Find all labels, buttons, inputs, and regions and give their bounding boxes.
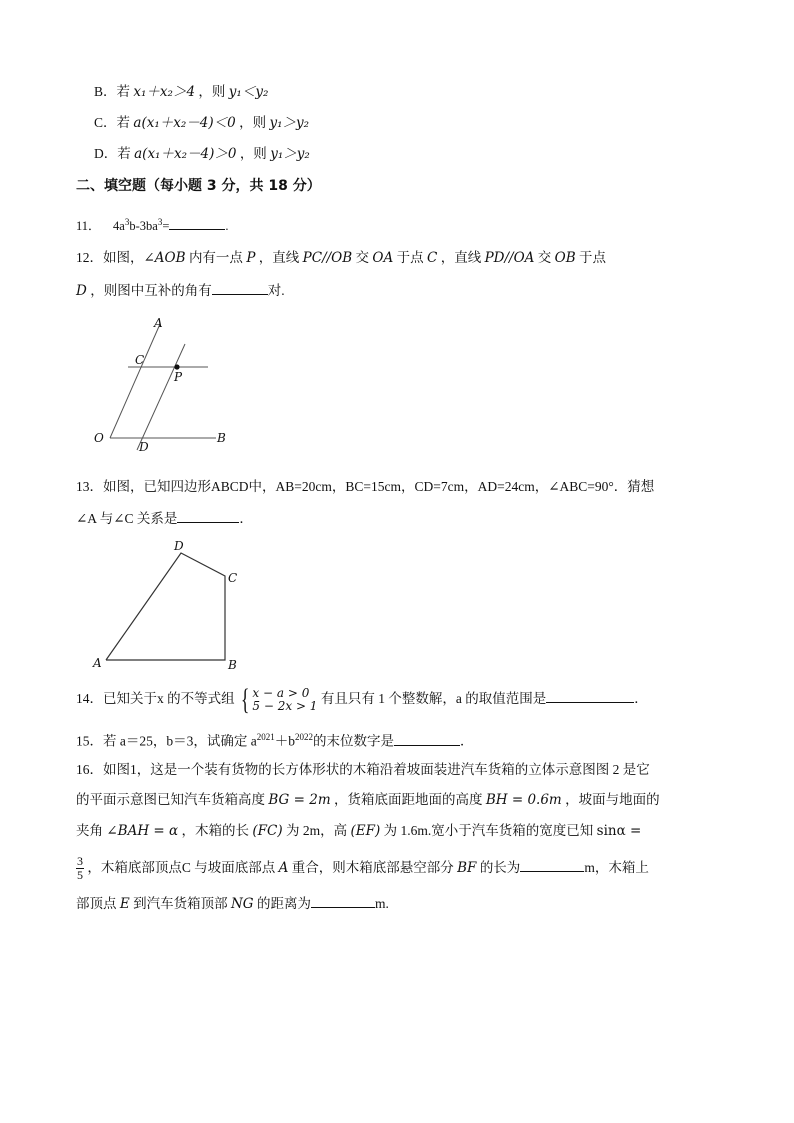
option-d-condition: a(x₁＋x₂－4)＞0	[134, 146, 237, 162]
question-16-line-3: 夹角 ∠BAH = α ，木箱的长 (FC) 为 2m，高 (EF) 为 1.6m.宽小于汽车货箱的宽度已知 sinα =	[76, 823, 642, 839]
answer-blank-12[interactable]	[212, 280, 268, 295]
question-16-line-2: 的平面示意图已知汽车货箱高度 BG = 2m ，货箱底面距地面的高度 BH = 0.6m ，坡面与地面的	[76, 792, 660, 808]
answer-blank-14[interactable]	[546, 688, 634, 703]
point-p	[174, 364, 179, 369]
option-d: D．若 a(x₁＋x₂－4)＞0 ，则 y₁＞y₂	[94, 146, 310, 162]
label-c: C	[135, 353, 145, 367]
question-16-line-1: 16．如图1，这是一个装有货物的长方体形状的木箱沿着坡面装进汽车货箱的立体示意图图 2 是它	[76, 762, 650, 777]
quadrilateral-outline	[106, 553, 225, 660]
label-d: D	[139, 440, 149, 452]
label-p: P	[174, 370, 183, 384]
section-title: 二、填空题（每小题 3 分，共 18 分）	[76, 178, 321, 194]
answer-blank-16b[interactable]	[311, 893, 375, 908]
label-c: C	[228, 571, 238, 585]
figure-angle-aob	[88, 314, 238, 452]
label-b: B	[228, 658, 237, 672]
question-12-line-1: 12．如图，∠AOB 内有一点 P ，直线 PC//OB 交 OA 于点 C ，直线 PD//OA 交 OB 于点	[76, 250, 607, 266]
answer-blank-11[interactable]	[169, 215, 225, 230]
ray-oa	[110, 324, 160, 438]
question-13-line-2: ∠A 与∠C 关系是 ．	[76, 508, 253, 529]
option-b-conclusion: y₁＜y₂	[228, 84, 269, 100]
question-16-line-5: 部顶点 E 到汽车货箱顶部 NG 的距离为 m.	[76, 893, 389, 914]
question-15: 15．若 a＝25，b＝3，试确定 $a^{2021}+b^{2022}$的末位数字是 ．	[76, 732, 474, 749]
question-12-line-2: D ，则图中互补的角有 对.	[76, 280, 285, 301]
question-13-line-1: 13．如图，已知四边形ABCD中，AB=20cm，BC=15cm，CD=7cm，AD=24cm，∠ABC=90°．猜想	[76, 479, 655, 494]
option-c: C．若 a(x₁＋x₂－4)＜0 ，则 y₁＞y₂	[94, 115, 310, 131]
label-d: D	[174, 539, 184, 553]
answer-blank-15[interactable]	[394, 731, 460, 746]
option-c-conclusion: y₁＞y₂	[269, 115, 310, 131]
label-o: O	[94, 431, 104, 445]
label-a: A	[154, 316, 163, 330]
answer-blank-16a[interactable]	[520, 857, 584, 872]
question-14: 14．已知关于x 的不等式组 { x − a > 0 5 − 2x > 1 有且只有 1 个整数解，a 的取值范围是 ．	[76, 683, 648, 716]
option-d-conclusion: y₁＞y₂	[270, 146, 310, 162]
figure-quadrilateral-abcd	[88, 536, 248, 676]
answer-blank-13[interactable]	[177, 508, 239, 523]
option-b: B．若 x₁＋x₂＞4 ，则 y₁＜y₂	[94, 84, 269, 100]
fraction-three-fifths: $\frac{3}{5}$	[77, 854, 83, 883]
question-16-line-4: $\frac{3}{5}$ ，木箱底部顶点C 与坡面底部点 A 重合，则木箱底部悬空部分 BF 的长为 m，木箱上	[77, 854, 649, 883]
label-b: B	[217, 431, 226, 445]
question-11: 11． $4a^3b-3ba^3=$ .	[76, 217, 229, 234]
option-c-condition: a(x₁＋x₂－4)＜0	[133, 115, 236, 131]
label-a: A	[93, 656, 102, 670]
inequality-system: { x − a > 0 5 − 2x > 1	[240, 683, 318, 716]
option-b-condition: x₁＋x₂＞4	[133, 84, 196, 100]
